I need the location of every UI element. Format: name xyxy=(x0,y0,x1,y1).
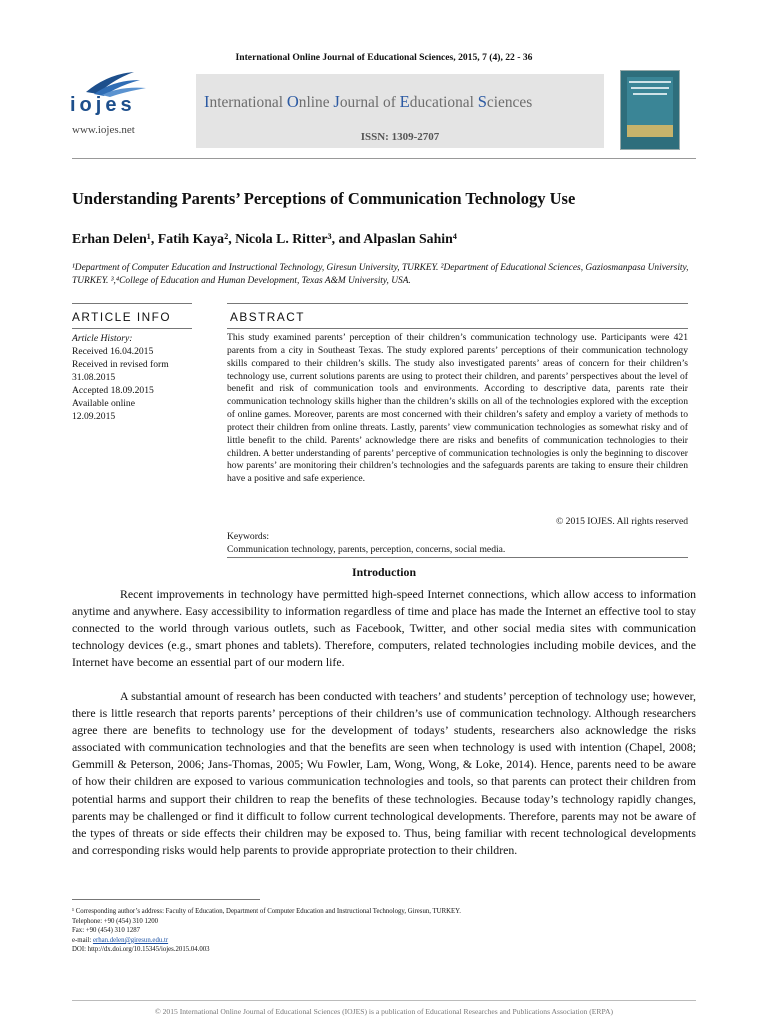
journal-name-word: ducational xyxy=(409,94,478,111)
footnote-fax: Fax: +90 (454) 310 1287 xyxy=(72,927,141,935)
author-affiliations: ¹Department of Computer Education and Instructional Technology, Giresun University, TURKEY. ²Department of Educational Sciences, Gaziosmanpasa University, TURKEY. ³,⁴College of Education and Human Development, Texas A&M University, USA. xyxy=(72,263,689,286)
history-line: Available online xyxy=(72,398,135,409)
journal-name-word: nline xyxy=(298,94,334,111)
issn: ISSN: 1309-2707 xyxy=(360,131,440,143)
page-footer: © 2015 International Online Journal of Educational Sciences (IOJES) is a publication of Educational Researches and Publications Association (ERPA) xyxy=(154,1007,614,1016)
article-history-label: Article History: xyxy=(72,333,133,344)
article-info-top-rule xyxy=(72,303,192,304)
footnote-doi[interactable]: DOI: http://dx.doi.org/10.15345/iojes.2015.04.003 xyxy=(72,946,210,954)
footnote-email-label: e-mail: xyxy=(72,936,93,944)
article-info-heading: ARTICLE INFO xyxy=(72,310,172,324)
article-info-bottom-rule xyxy=(72,328,192,329)
journal-name-initial: J xyxy=(333,92,340,111)
journal-name-initial: I xyxy=(204,92,210,111)
abstract-bottom-rule xyxy=(227,328,688,329)
introduction-heading: Introduction xyxy=(351,565,417,579)
body-paragraph: A substantial amount of research has been conducted with teachers’ and students’ perception of technology use; however, there is little research that reports parents’ perceptions of their children’s use of communication technology. Although researchers agree there are benefits to technology use for the development of todays’ students, researchers also acknowledge the risks associated with communication technologies and that the benefits are seen when technology is used with intention (Chapel, 2008; Gemmill & Peterson, 2006; Jans-Thomas, 2005; Wu Fowler, Lam, Wong, Wong, & Loke, 2014). Hence, parents need to be aware of how their children are exposed to various communication technologies and tools, so that parents can protect their children from potential harms and support their children to reap the benefits of these technologies. Because today’s technology rapidly changes, parents may be challenged or find it difficult to follow current technological developments. Therefore, parents may not be aware of the types of threats or side effects their children may be exposed to. Thus, being familiar with recent technological developments and corresponding risks would help parents to provide appropriate protection to their children. xyxy=(72,689,696,857)
body-paragraph: Recent improvements in technology have permitted high-speed Internet connections, which allow access to information anytime and anywhere. Easy accessibility to information regardless of time and place has made the Internet an effective tool to stay connected to the world through various outlets, such as Facebook, Twitter, and other social media sites with communication technology devices (e.g., smart phones and tablets). Therefore, computers, related technologies including mobile devices, and the Internet have become an essential part of our modern life. xyxy=(72,587,696,670)
abstract-text: This study examined parents’ perception of their children’s communication technology use. Participants were 421 parents from a city in Southeast Texas. The study explored parents’ perceptions of their communication technology skills compared to their children’s skills. The study also investigated parents’ areas of concern for their children’s technology use, current solutions parents are using to protect their children, and parents’ perspectives about the level of benefit and risk of communication tools and environments. According to descriptive data, parents rate their communication technology skills higher than the children’s skills on all of the technologies explored with the exception of online games. Moreover, parents are most concerned with their children’s safety and employ a variety of methods to protect their children from online threats. Lastly, parents’ view communication technologies as somewhat risky and of little benefit to the child. Parents’ acknowledge there are risks and benefits of communication technologies to their children. A better understanding of parents’ perceptive of communication technologies is only the beginning to discover how parents’ are monitoring their children’s technologies and the safeguards parents are taking to ensure their children have a positive and safe experience. xyxy=(227,332,688,485)
journal-name-initial: S xyxy=(477,92,487,111)
history-line: Received 16.04.2015 xyxy=(72,346,154,357)
history-line: 12.09.2015 xyxy=(72,411,116,422)
abstract-heading: ABSTRACT xyxy=(230,310,305,324)
history-line: Accepted 18.09.2015 xyxy=(72,385,154,396)
keywords-bottom-rule xyxy=(227,557,688,558)
header-divider xyxy=(72,158,696,159)
journal-name-initial: O xyxy=(286,92,299,111)
iojes-logo-text: iojes xyxy=(70,94,136,116)
article-title: Understanding Parents’ Perceptions of Communication Technology Use xyxy=(72,189,576,208)
journal-name xyxy=(204,92,532,112)
footer-rule xyxy=(72,1000,696,1001)
footnote-email-link[interactable]: erhan.delen@giresun.edu.tr xyxy=(92,936,169,944)
journal-name-initial: E xyxy=(399,92,410,111)
keywords-label: Keywords: xyxy=(227,531,270,542)
article-history xyxy=(72,332,192,423)
abstract-copyright: © 2015 IOJES. All rights reserved xyxy=(556,516,688,527)
footnote-telephone: Telephone: +90 (454) 310 1200 xyxy=(72,917,159,925)
keywords-text: Communication technology, parents, perception, concerns, social media. xyxy=(227,544,506,555)
abstract-top-rule xyxy=(227,303,688,304)
journal-website[interactable]: www.iojes.net xyxy=(72,124,135,136)
history-line: Received in revised form xyxy=(72,359,169,370)
footnote-address: ¹ Corresponding author’s address: Faculty of Education, Department of Computer Education and Instructional Technology, Giresun, TURKEY. xyxy=(72,908,461,915)
footnote-email-line xyxy=(72,936,461,946)
article-authors: Erhan Delen¹, Fatih Kaya², Nicola L. Ritter³, and Alpaslan Sahin⁴ xyxy=(72,231,457,246)
journal-cover-image xyxy=(620,70,680,150)
journal-name-word: nternational xyxy=(209,94,287,111)
footnote xyxy=(72,907,461,955)
history-line: 31.08.2015 xyxy=(72,372,116,383)
footnote-rule xyxy=(72,899,260,900)
journal-name-word: ournal of xyxy=(339,94,400,111)
journal-name-word: ciences xyxy=(486,94,533,111)
running-head: International Online Journal of Educational Sciences, 2015, 7 (4), 22 - 36 xyxy=(235,52,533,63)
